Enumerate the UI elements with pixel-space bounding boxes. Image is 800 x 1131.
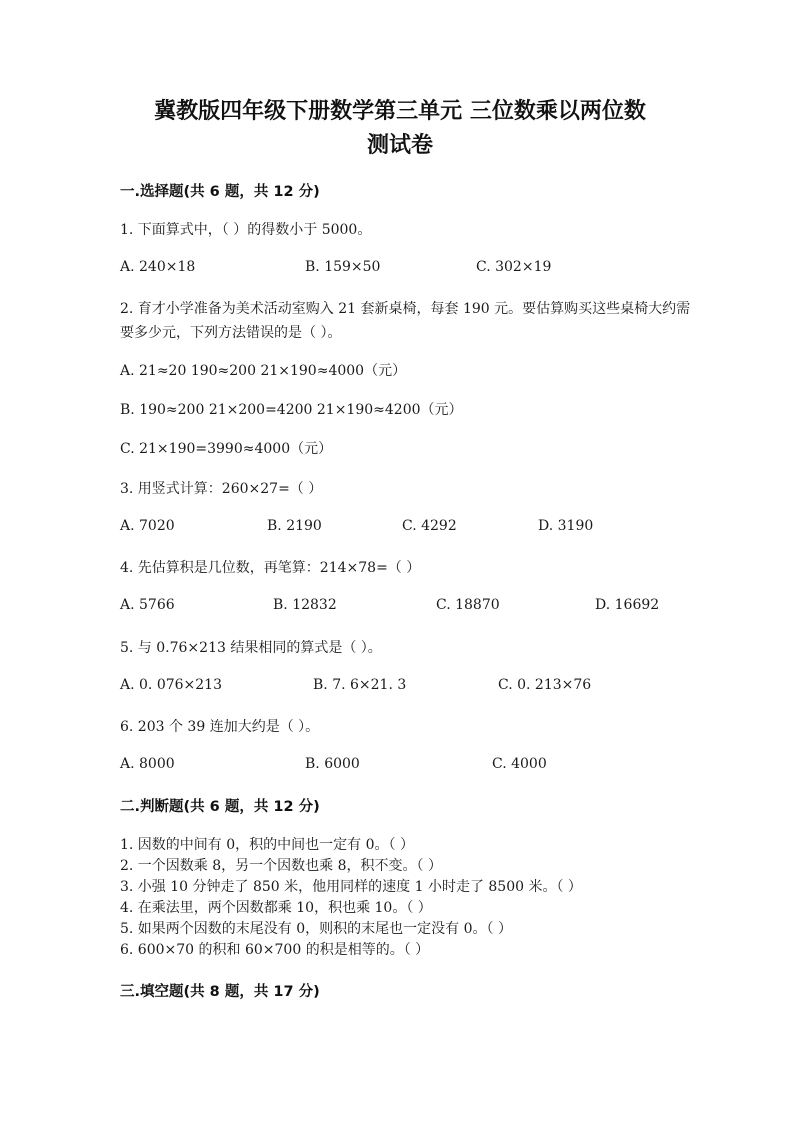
- question-2-stem: 2. 育才小学准备为美术活动室购入 21 套新桌椅，每套 190 元。要估算购买这些桌椅大约需要多少元，下列方法错误的是（ ）。: [120, 301, 691, 341]
- question-3-option-c: C. 4292: [402, 518, 457, 534]
- question-6-option-a: A. 8000: [120, 756, 175, 772]
- question-4-option-b: B. 12832: [273, 597, 337, 613]
- question-5-option-c: C. 0. 213×76: [498, 677, 592, 693]
- true-false-item: 3. 小强 10 分钟走了 850 米，他用同样的速度 1 小时走了 8500 米。（ ）: [120, 879, 582, 895]
- question-5-stem: 5. 与 0.76×213 结果相同的算式是（ ）。: [120, 640, 382, 656]
- page-title-line-2: 测试卷: [366, 133, 433, 158]
- question-4-option-a: A. 5766: [120, 597, 175, 613]
- question-4-stem: 4. 先估算积是几位数，再笔算：214×78=（ ）: [120, 560, 421, 576]
- question-4-option-d: D. 16692: [595, 597, 660, 613]
- question-5-option-b: B. 7. 6×21. 3: [313, 677, 407, 693]
- question-2-option-b: B. 190≈200 21×200=4200 21×190≈4200（元）: [120, 402, 463, 418]
- question-6-option-b: B. 6000: [305, 756, 360, 772]
- question-6-option-c: C. 4000: [492, 756, 547, 772]
- question-3-option-a: A. 7020: [120, 518, 175, 534]
- question-3-option-d: D. 3190: [538, 518, 594, 534]
- question-2-option-a: A. 21≈20 190≈200 21×190≈4000（元）: [120, 363, 407, 379]
- true-false-item: 4. 在乘法里，两个因数都乘 10，积也乘 10。（ ）: [120, 900, 432, 916]
- true-false-item: 6. 600×70 的积和 60×700 的积是相等的。（ ）: [120, 942, 430, 958]
- question-1-option-a: A. 240×18: [120, 259, 196, 275]
- question-4-option-c: C. 18870: [436, 597, 500, 613]
- true-false-item: 2. 一个因数乘 8，另一个因数也乘 8，积不变。（ ）: [120, 858, 442, 874]
- section-heading-fill-in: 三.填空题(共 8 题，共 17 分): [120, 984, 320, 1000]
- question-2-option-c: C. 21×190=3990≈4000（元）: [120, 441, 333, 457]
- question-3-stem: 3. 用竖式计算：260×27=（ ）: [120, 481, 323, 497]
- question-5-option-a: A. 0. 076×213: [120, 677, 222, 693]
- question-1-stem: 1. 下面算式中，（ ）的得数小于 5000。: [120, 222, 372, 238]
- true-false-item: 5. 如果两个因数的末尾没有 0，则积的末尾也一定没有 0。（ ）: [120, 921, 512, 937]
- question-1-option-b: B. 159×50: [305, 259, 381, 275]
- true-false-item: 1. 因数的中间有 0，积的中间也一定有 0。（ ）: [120, 837, 414, 853]
- section-heading-choice: 一.选择题(共 6 题，共 12 分): [120, 184, 320, 200]
- question-1-option-c: C. 302×19: [476, 259, 552, 275]
- question-6-stem: 6. 203 个 39 连加大约是（ ）。: [120, 719, 320, 735]
- section-heading-true-false: 二.判断题(共 6 题，共 12 分): [120, 799, 320, 815]
- question-3-option-b: B. 2190: [267, 518, 322, 534]
- page-title-line-1: 冀教版四年级下册数学第三单元 三位数乘以两位数: [154, 99, 646, 124]
